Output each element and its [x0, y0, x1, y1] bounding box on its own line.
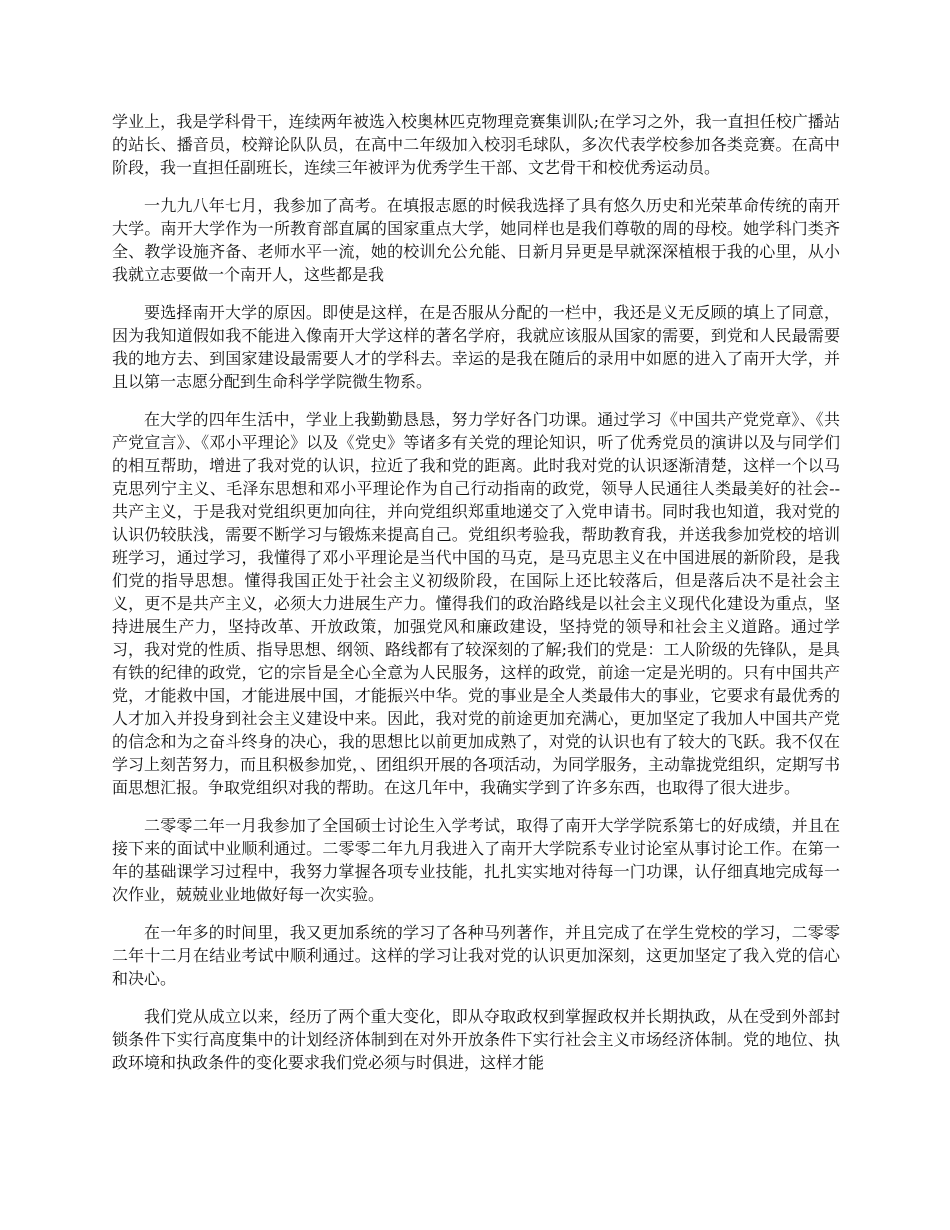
paragraph-1: 学业上，我是学科骨干，连续两年被选入校奥林匹克物理竞赛集训队;在学习之外，我一直担任校广播站的站长、播音员，校辩论队队员，在高中二年级加入校羽毛球队，多次代表学校参加各类竞赛。在高中阶段，我一直担任副班长，连续三年被评为优秀学生干部、文艺骨干和校优秀运动员。	[112, 112, 840, 177]
paragraph-7: 我们党从成立以来，经历了两个重大变化，即从夺取政权到掌握政权并长期执政，从在受到外部封锁条件下实行高度集中的计划经济体制到在对外开放条件下实行社会主义市场经济体制。党的地位、执政环境和执政条件的变化要求我们党必须与时俱进，这样才能	[112, 1007, 840, 1072]
paragraph-2: 一九九八年七月，我参加了高考。在填报志愿的时候我选择了具有悠久历史和光荣革命传统的南开大学。南开大学作为一所教育部直属的国家重点大学，她同样也是我们尊敬的周的母校。她学科门类齐全、教学设施齐备、老师水平一流，她的校训允公允能、日新月异更是早就深深植根于我的心里，从小我就立志要做一个南开人，这些都是我	[112, 196, 840, 284]
document-page	[112, 110, 840, 1089]
paragraph-3: 要选择南开大学的原因。即使是这样，在是否服从分配的一栏中，我还是义无反顾的填上了同意，因为我知道假如我不能进入像南开大学这样的著名学府，我就应该服从国家的需要，到党和人民最需要我的地方去、到国家建设最需要人才的学科去。幸运的是我在随后的录用中如愿的进入了南开大学，并且以第一志愿分配到生命科学学院微生物系。	[112, 303, 840, 391]
paragraph-5: 二零零二年一月我参加了全国硕士讨论生入学考试，取得了南开大学学院系第七的好成绩，并且在接下来的面试中业顺利通过。二零零二年九月我进入了南开大学院系专业讨论室从事讨论工作。在第一年的基础课学习过程中，我努力掌握各项专业技能，扎扎实实地对待每一门功课，认仔细真地完成每一次作业，兢兢业业地做好每一次实验。	[112, 816, 840, 904]
paragraph-6: 在一年多的时间里，我又更加系统的学习了各种马列著作，并且完成了在学生党校的学习，二零零二年十二月在结业考试中顺利通过。这样的学习让我对党的认识更加深刻，这更加坚定了我入党的信心和决心。	[112, 923, 840, 988]
paragraph-4: 在大学的四年生活中，学业上我勤勤恳恳，努力学好各门功课。通过学习《中国共产党党章》、《共产党宣言》、《邓小平理论》以及《党史》等诸多有关党的理论知识，听了优秀党员的演讲以及与同学们的相互帮助，增进了我对党的认识，拉近了我和党的距离。此时我对党的认识逐渐清楚，这样一个以马克思列宁主义、毛泽东思想和邓小平理论作为自己行动指南的政党，领导人民通往人类最美好的社会--共产主义，于是我对党组织更加向往，并向党组织郑重地递交了入党申请书。同时我也知道，我对党的认识仍较肤浅，需要不断学习与锻炼来提高自己。党组织考验我，帮助教育我，并送我参加党校的培训班学习，通过学习，我懂得了邓小平理论是当代中国的马克，是马克思主义在中国进展的新阶段，是我们党的指导思想。懂得我国正处于社会主义初级阶段，在国际上还比较落后，但是落后决不是社会主义，更不是共产主义，必须大力进展生产力。懂得我们的政治路线是以社会主义现代化建设为重点，坚持进展生产力，坚持改革、开放政策，加强党风和廉政建设，坚持党的领导和社会主义道路。通过学习，我对党的性质、指导思想、纲领、路线都有了较深刻的了解;我们的党是：工人阶级的先锋队，是具有铁的纪律的政党，它的宗旨是全心全意为人民服务，这样的政党，前途一定是光明的。只有中国共产党，才能救中国，才能进展中国，才能振兴中华。党的事业是全人类最伟大的事业，它要求有最优秀的人才加入并投身到社会主义建设中来。因此，我对党的前途更加充满心，更加坚定了我加人中国共产党的信念和为之奋斗终身的决心，我的思想比以前更加成熟了，对党的认识也有了较大的飞跃。我不仅在学习上刻苦努力，而且积极参加党，、团组织开展的各项活动，为同学服务，主动靠拢党组织，定期写书面思想汇报。争取党组织对我的帮助。在这几年中，我确实学到了许多东西，也取得了很大进步。	[112, 410, 841, 797]
